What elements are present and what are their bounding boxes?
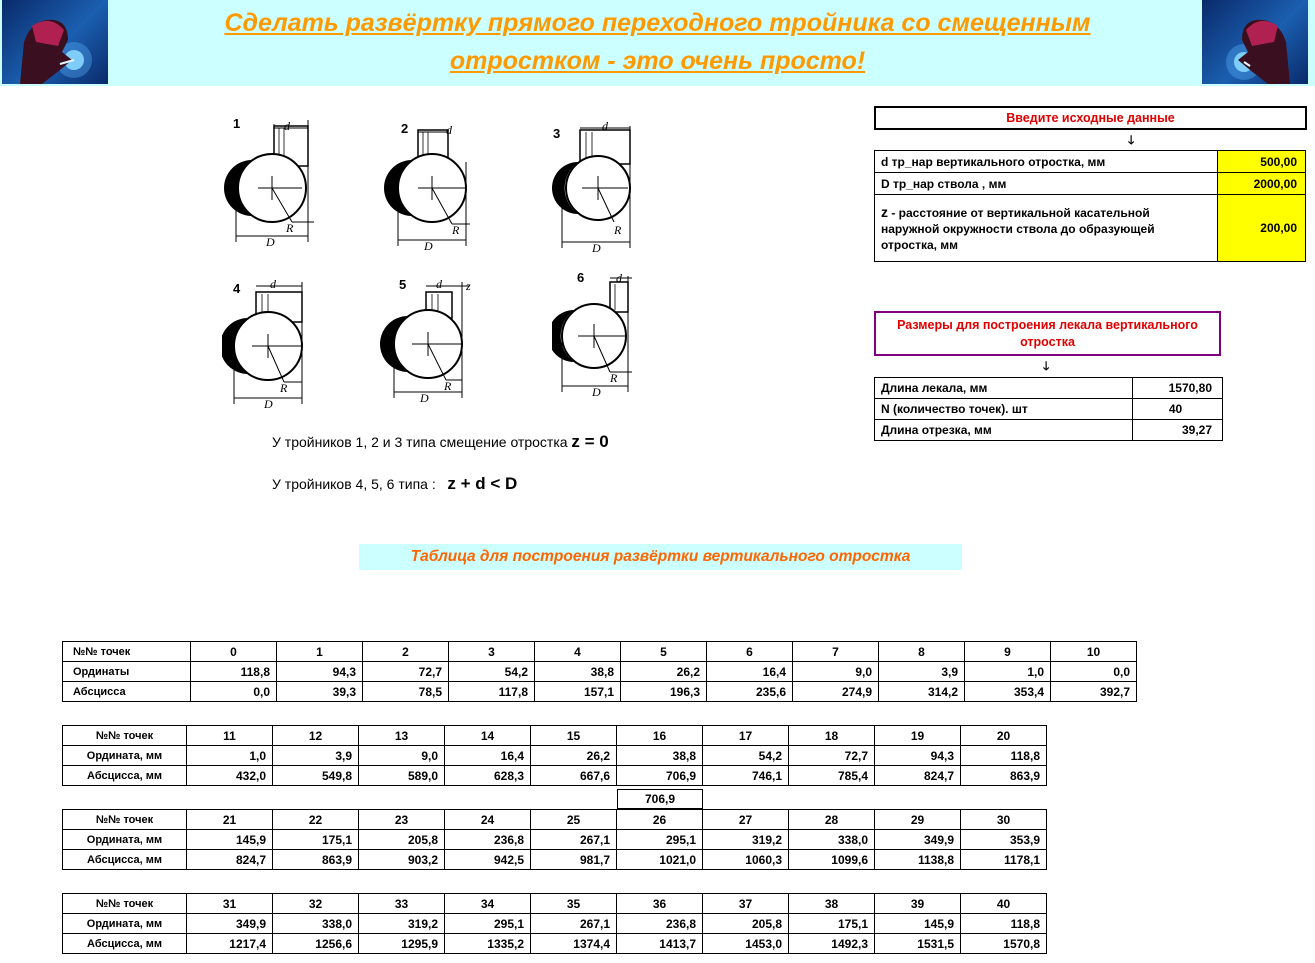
table-row xyxy=(63,830,1047,850)
table-row xyxy=(63,766,1047,786)
abscissa-cell: 157,1 xyxy=(535,682,621,702)
ordinate-cell: 38,8 xyxy=(535,662,621,682)
tee-drawing-3 xyxy=(552,118,672,258)
svg-text:R: R xyxy=(614,223,622,237)
ordinate-cell: 267,1 xyxy=(531,914,617,934)
ordinate-cell: 72,7 xyxy=(363,662,449,682)
point-number-cell: 7 xyxy=(793,642,879,662)
result-label: Длина отрезка, мм xyxy=(875,420,1133,441)
points-table-1 xyxy=(62,641,1137,702)
ordinate-cell: 319,2 xyxy=(703,830,789,850)
result-label: N (количество точек). шт xyxy=(875,399,1133,420)
figure-number-4: 4 xyxy=(233,281,241,296)
point-number-cell: 22 xyxy=(273,810,359,830)
welder-logo-right xyxy=(1202,0,1308,84)
point-number-cell: 30 xyxy=(961,810,1047,830)
svg-text:d: d xyxy=(284,119,290,133)
result-row xyxy=(875,399,1223,420)
abscissa-cell: 0,0 xyxy=(191,682,277,702)
ordinate-cell: 72,7 xyxy=(789,746,875,766)
svg-text:d: d xyxy=(270,277,276,291)
svg-text:D: D xyxy=(266,235,275,249)
input-table xyxy=(874,150,1306,262)
svg-text:D: D xyxy=(592,385,601,399)
down-arrow-icon: 🡓 xyxy=(1043,359,1050,373)
point-number-cell: 40 xyxy=(961,894,1047,914)
figure-number-1: 1 xyxy=(233,116,241,131)
svg-text:R: R xyxy=(280,381,288,395)
abscissa-cell: 274,9 xyxy=(793,682,879,702)
input-label-D: D тр_нар ствола , мм xyxy=(875,173,1218,195)
abscissa-cell: 1021,0 xyxy=(617,850,703,870)
ordinate-cell: 319,2 xyxy=(359,914,445,934)
abscissa-cell: 1178,1 xyxy=(961,850,1047,870)
ordinate-cell: 338,0 xyxy=(273,914,359,934)
ordinate-cell: 9,0 xyxy=(359,746,445,766)
welder-icon xyxy=(1202,0,1308,84)
abscissa-cell: 353,4 xyxy=(965,682,1051,702)
point-number-cell: 5 xyxy=(621,642,707,662)
row-label: Ордината, мм xyxy=(63,746,187,766)
input-value-z[interactable]: 200,00 xyxy=(1218,195,1306,262)
abscissa-cell: 667,6 xyxy=(531,766,617,786)
point-number-cell: 23 xyxy=(359,810,445,830)
ordinate-cell: 3,9 xyxy=(273,746,359,766)
ordinate-cell: 94,3 xyxy=(875,746,961,766)
ordinate-cell: 236,8 xyxy=(445,830,531,850)
ordinate-cell: 205,8 xyxy=(359,830,445,850)
abscissa-cell: 1295,9 xyxy=(359,934,445,954)
svg-text:D: D xyxy=(592,241,601,255)
abscissa-cell: 432,0 xyxy=(187,766,273,786)
ordinate-cell: 16,4 xyxy=(707,662,793,682)
ordinate-cell: 94,3 xyxy=(277,662,363,682)
svg-text:d: d xyxy=(602,119,608,133)
input-row-z xyxy=(875,195,1306,262)
extra-value-cell: 706,9 xyxy=(617,789,703,809)
svg-text:R: R xyxy=(444,379,452,393)
table-row xyxy=(63,914,1047,934)
abscissa-cell: 1138,8 xyxy=(875,850,961,870)
ordinate-cell: 236,8 xyxy=(617,914,703,934)
points-table-2 xyxy=(62,725,1047,786)
table-row xyxy=(63,642,1137,662)
note-types-1-3: У тройников 1, 2 и 3 типа смещение отростка z = 0 xyxy=(272,432,609,451)
abscissa-cell: 1060,3 xyxy=(703,850,789,870)
ordinate-cell: 267,1 xyxy=(531,830,617,850)
abscissa-cell: 903,2 xyxy=(359,850,445,870)
ordinate-cell: 175,1 xyxy=(273,830,359,850)
input-value-d[interactable]: 500,00 xyxy=(1218,151,1306,173)
points-table-3 xyxy=(62,809,1047,870)
ordinate-cell: 338,0 xyxy=(789,830,875,850)
tee-drawing-1 xyxy=(222,118,342,258)
ordinate-cell: 38,8 xyxy=(617,746,703,766)
ordinate-cell: 26,2 xyxy=(621,662,707,682)
ordinate-cell: 16,4 xyxy=(445,746,531,766)
ordinate-cell: 54,2 xyxy=(449,662,535,682)
point-number-cell: 14 xyxy=(445,726,531,746)
point-number-cell: 15 xyxy=(531,726,617,746)
result-value: 1570,80 xyxy=(1133,378,1223,399)
point-number-cell: 10 xyxy=(1051,642,1137,662)
results-header: Размеры для построения лекала вертикального отростка xyxy=(874,311,1221,356)
abscissa-cell: 392,7 xyxy=(1051,682,1137,702)
point-number-cell: 21 xyxy=(187,810,273,830)
point-number-cell: 27 xyxy=(703,810,789,830)
point-number-cell: 12 xyxy=(273,726,359,746)
ordinate-cell: 145,9 xyxy=(187,830,273,850)
ordinate-cell: 3,9 xyxy=(879,662,965,682)
svg-text:d: d xyxy=(436,277,442,291)
abscissa-cell: 628,3 xyxy=(445,766,531,786)
point-number-cell: 8 xyxy=(879,642,965,662)
point-number-cell: 36 xyxy=(617,894,703,914)
point-number-cell: 24 xyxy=(445,810,531,830)
abscissa-cell: 235,6 xyxy=(707,682,793,702)
ordinate-cell: 349,9 xyxy=(875,830,961,850)
point-number-cell: 13 xyxy=(359,726,445,746)
abscissa-cell: 314,2 xyxy=(879,682,965,702)
svg-text:R: R xyxy=(610,371,618,385)
ordinate-cell: 295,1 xyxy=(617,830,703,850)
abscissa-cell: 117,8 xyxy=(449,682,535,702)
point-number-cell: 11 xyxy=(187,726,273,746)
row-label: Абсцисса xyxy=(63,682,191,702)
figure-number-2: 2 xyxy=(401,121,409,136)
row-label: Ордината, мм xyxy=(63,830,187,850)
abscissa-cell: 1453,0 xyxy=(703,934,789,954)
svg-text:d: d xyxy=(616,271,622,285)
result-label: Длина лекала, мм xyxy=(875,378,1133,399)
ordinate-cell: 175,1 xyxy=(789,914,875,934)
page-title-line1: Сделать развёртку прямого переходного тройника со смещенным xyxy=(224,9,1091,37)
table-row xyxy=(63,682,1137,702)
point-number-cell: 19 xyxy=(875,726,961,746)
page-title-line2: отростком - это очень просто! xyxy=(449,47,866,75)
table-row xyxy=(63,810,1047,830)
result-value: 40 xyxy=(1133,399,1223,420)
abscissa-cell: 785,4 xyxy=(789,766,875,786)
abscissa-cell: 39,3 xyxy=(277,682,363,702)
table-row xyxy=(63,850,1047,870)
ordinate-cell: 118,8 xyxy=(191,662,277,682)
abscissa-cell: 1531,5 xyxy=(875,934,961,954)
row-label: №№ точек xyxy=(63,726,187,746)
point-number-cell: 37 xyxy=(703,894,789,914)
svg-text:z: z xyxy=(466,279,471,293)
point-number-cell: 17 xyxy=(703,726,789,746)
results-table xyxy=(874,377,1223,441)
tee-drawing-5 xyxy=(380,272,500,412)
result-row xyxy=(875,378,1223,399)
input-row-D xyxy=(875,173,1306,195)
ordinate-cell: 118,8 xyxy=(961,746,1047,766)
input-header: Введите исходные данные xyxy=(874,106,1307,130)
ordinate-cell: 1,0 xyxy=(187,746,273,766)
row-label: Абсцисса, мм xyxy=(63,766,187,786)
svg-text:R: R xyxy=(286,221,294,235)
point-number-cell: 31 xyxy=(187,894,273,914)
ordinate-cell: 349,9 xyxy=(187,914,273,934)
point-number-cell: 16 xyxy=(617,726,703,746)
result-value: 39,27 xyxy=(1133,420,1223,441)
point-number-cell: 33 xyxy=(359,894,445,914)
point-number-cell: 26 xyxy=(617,810,703,830)
row-label: №№ точек xyxy=(63,810,187,830)
table-row xyxy=(63,894,1047,914)
ordinate-cell: 26,2 xyxy=(531,746,617,766)
points-table-4 xyxy=(62,893,1047,954)
ordinate-cell: 0,0 xyxy=(1051,662,1137,682)
abscissa-cell: 824,7 xyxy=(187,850,273,870)
abscissa-cell: 746,1 xyxy=(703,766,789,786)
abscissa-cell: 1256,6 xyxy=(273,934,359,954)
welder-logo-left xyxy=(2,0,108,84)
point-number-cell: 34 xyxy=(445,894,531,914)
result-row xyxy=(875,420,1223,441)
point-number-cell: 2 xyxy=(363,642,449,662)
point-number-cell: 38 xyxy=(789,894,875,914)
abscissa-cell: 1413,7 xyxy=(617,934,703,954)
row-label: Ордината, мм xyxy=(63,914,187,934)
abscissa-cell: 1335,2 xyxy=(445,934,531,954)
ordinate-cell: 9,0 xyxy=(793,662,879,682)
svg-text:D: D xyxy=(420,391,429,405)
ordinate-cell: 295,1 xyxy=(445,914,531,934)
table-row xyxy=(63,662,1137,682)
point-number-cell: 3 xyxy=(449,642,535,662)
abscissa-cell: 824,7 xyxy=(875,766,961,786)
table-title: Таблица для построения развёртки вертикального отростка xyxy=(359,544,962,570)
input-row-d xyxy=(875,151,1306,173)
tee-drawing-2 xyxy=(380,122,500,262)
row-label: Абсцисса, мм xyxy=(63,934,187,954)
abscissa-cell: 942,5 xyxy=(445,850,531,870)
point-number-cell: 20 xyxy=(961,726,1047,746)
point-number-cell: 28 xyxy=(789,810,875,830)
ordinate-cell: 118,8 xyxy=(961,914,1047,934)
abscissa-cell: 1570,8 xyxy=(961,934,1047,954)
abscissa-cell: 1492,3 xyxy=(789,934,875,954)
abscissa-cell: 1099,6 xyxy=(789,850,875,870)
svg-text:D: D xyxy=(264,397,273,411)
point-number-cell: 25 xyxy=(531,810,617,830)
figure-number-3: 3 xyxy=(553,126,561,141)
abscissa-cell: 549,8 xyxy=(273,766,359,786)
abscissa-cell: 589,0 xyxy=(359,766,445,786)
svg-text:d: d xyxy=(446,123,452,137)
ordinate-cell: 145,9 xyxy=(875,914,961,934)
point-number-cell: 39 xyxy=(875,894,961,914)
abscissa-cell: 706,9 xyxy=(617,766,703,786)
svg-text:R: R xyxy=(452,223,460,237)
abscissa-cell: 863,9 xyxy=(961,766,1047,786)
svg-text:D: D xyxy=(424,239,433,253)
figure-number-6: 6 xyxy=(577,270,585,285)
input-label-d: d тр_нар вертикального отростка, мм xyxy=(875,151,1218,173)
input-label-z: z - расстояние от вертикальной касательной наружной окружности ствола до образующей отростка, мм xyxy=(875,195,1218,262)
table-row xyxy=(63,726,1047,746)
abscissa-cell: 981,7 xyxy=(531,850,617,870)
welder-icon xyxy=(2,0,108,84)
tee-drawing-4 xyxy=(222,272,342,412)
row-label: №№ точек xyxy=(63,642,191,662)
point-number-cell: 4 xyxy=(535,642,621,662)
figure-number-5: 5 xyxy=(399,277,407,292)
point-number-cell: 0 xyxy=(191,642,277,662)
point-number-cell: 9 xyxy=(965,642,1051,662)
row-label: Ординаты xyxy=(63,662,191,682)
abscissa-cell: 1217,4 xyxy=(187,934,273,954)
note-types-4-6: У тройников 4, 5, 6 типа : z + d < D xyxy=(272,474,518,493)
point-number-cell: 1 xyxy=(277,642,363,662)
point-number-cell: 35 xyxy=(531,894,617,914)
ordinate-cell: 54,2 xyxy=(703,746,789,766)
row-label: Абсцисса, мм xyxy=(63,850,187,870)
input-value-D[interactable]: 2000,00 xyxy=(1218,173,1306,195)
abscissa-cell: 78,5 xyxy=(363,682,449,702)
abscissa-cell: 863,9 xyxy=(273,850,359,870)
row-label: №№ точек xyxy=(63,894,187,914)
table-row xyxy=(63,934,1047,954)
point-number-cell: 32 xyxy=(273,894,359,914)
ordinate-cell: 1,0 xyxy=(965,662,1051,682)
point-number-cell: 29 xyxy=(875,810,961,830)
point-number-cell: 18 xyxy=(789,726,875,746)
ordinate-cell: 205,8 xyxy=(703,914,789,934)
point-number-cell: 6 xyxy=(707,642,793,662)
ordinate-cell: 353,9 xyxy=(961,830,1047,850)
tee-drawing-6 xyxy=(552,268,672,408)
abscissa-cell: 196,3 xyxy=(621,682,707,702)
down-arrow-icon: 🡓 xyxy=(1128,133,1135,147)
abscissa-cell: 1374,4 xyxy=(531,934,617,954)
table-row xyxy=(63,746,1047,766)
